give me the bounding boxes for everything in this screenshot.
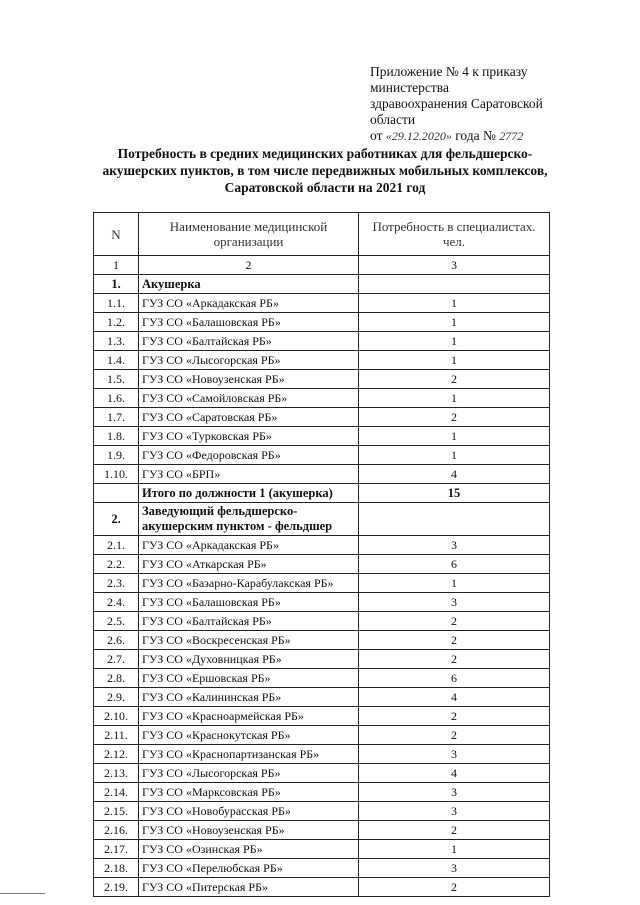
org-name: ГУЗ СО «Духовницкая РБ» (139, 650, 359, 669)
date-prefix: от (370, 128, 383, 143)
table-row (94, 669, 550, 688)
year-label: года № (455, 128, 496, 143)
handwritten-date: «29.12.2020» (385, 129, 452, 143)
index-cell: 2 (139, 256, 359, 275)
appendix-header (370, 64, 620, 144)
table-row (94, 859, 550, 878)
org-name: ГУЗ СО «Новоузенская РБ» (139, 370, 359, 389)
need-value: 6 (359, 555, 550, 574)
row-number: 1.7. (94, 408, 139, 427)
row-number: 2.7. (94, 650, 139, 669)
table-row (94, 294, 550, 313)
need-value: 3 (359, 536, 550, 555)
need-value: 6 (359, 669, 550, 688)
org-name: ГУЗ СО «Марксовская РБ» (139, 783, 359, 802)
need-value: 4 (359, 465, 550, 484)
row-number: 2.1. (94, 536, 139, 555)
row-number: 2.9. (94, 688, 139, 707)
section-blank (359, 503, 550, 536)
table-row (94, 764, 550, 783)
table-row (94, 688, 550, 707)
needs-table (93, 212, 550, 897)
table-row (94, 555, 550, 574)
need-value: 2 (359, 408, 550, 427)
table-row (94, 650, 550, 669)
row-number: 2.2. (94, 555, 139, 574)
table-row (94, 840, 550, 859)
total-row (94, 484, 550, 503)
row-number: 2.18. (94, 859, 139, 878)
row-number: 1.6. (94, 389, 139, 408)
header-cell: N (94, 213, 139, 256)
need-value: 1 (359, 389, 550, 408)
row-number: 2.17. (94, 840, 139, 859)
org-name: ГУЗ СО «Новоузенская РБ» (139, 821, 359, 840)
org-name: ГУЗ СО «Лысогорская РБ» (139, 351, 359, 370)
table-row (94, 536, 550, 555)
section-name: Акушерка (139, 275, 359, 294)
need-value: 4 (359, 764, 550, 783)
title-line: Потребность в средних медицинских работниках для фельдшерско- (117, 146, 533, 161)
org-name: ГУЗ СО «Воскресенская РБ» (139, 631, 359, 650)
need-value: 2 (359, 631, 550, 650)
row-number: 2.3. (94, 574, 139, 593)
need-value: 3 (359, 593, 550, 612)
table-row (94, 389, 550, 408)
need-value: 2 (359, 726, 550, 745)
table-row (94, 427, 550, 446)
row-number: 2.15. (94, 802, 139, 821)
page-edge-line (0, 893, 45, 894)
table-header-row (94, 213, 550, 256)
table-row (94, 878, 550, 897)
handwritten-number: 2772 (499, 129, 524, 143)
org-name: ГУЗ СО «Краснопартизанская РБ» (139, 745, 359, 764)
table-row (94, 612, 550, 631)
table-body (94, 275, 550, 897)
row-number: 2.16. (94, 821, 139, 840)
row-number: 1.9. (94, 446, 139, 465)
need-value: 3 (359, 802, 550, 821)
org-name: ГУЗ СО «Красноармейская РБ» (139, 707, 359, 726)
org-name: ГУЗ СО «Аркадакская РБ» (139, 536, 359, 555)
appendix-line: области (370, 112, 416, 127)
org-name: ГУЗ СО «Ершовская РБ» (139, 669, 359, 688)
org-name: ГУЗ СО «Балашовская РБ» (139, 313, 359, 332)
row-number: 2.10. (94, 707, 139, 726)
table-row (94, 631, 550, 650)
org-name: ГУЗ СО «Питерская РБ» (139, 878, 359, 897)
table-row (94, 370, 550, 389)
org-name: ГУЗ СО «Озинская РБ» (139, 840, 359, 859)
need-value: 1 (359, 840, 550, 859)
appendix-line: министерства (370, 80, 449, 95)
table-row (94, 313, 550, 332)
org-name: ГУЗ СО «Балтайская РБ» (139, 612, 359, 631)
table-row (94, 465, 550, 484)
title-line: акушерских пунктов, в том числе передвижных мобильных комплексов, (102, 163, 548, 178)
row-number: 2.14. (94, 783, 139, 802)
need-value: 2 (359, 878, 550, 897)
row-number: 2.13. (94, 764, 139, 783)
need-value: 2 (359, 370, 550, 389)
row-number: 2.8. (94, 669, 139, 688)
need-value: 1 (359, 351, 550, 370)
table-row (94, 593, 550, 612)
total-label: Итого по должности 1 (акушерка) (139, 484, 359, 503)
row-number: 2.6. (94, 631, 139, 650)
header-cell: Наименование медицинской организации (139, 213, 359, 256)
document-title (90, 145, 560, 196)
need-value: 1 (359, 446, 550, 465)
table-row (94, 332, 550, 351)
table-row (94, 351, 550, 370)
table-row (94, 745, 550, 764)
section-number: 1. (94, 275, 139, 294)
need-value: 1 (359, 313, 550, 332)
appendix-line: здравоохранения Саратовской (370, 96, 543, 111)
table-row (94, 821, 550, 840)
table-row (94, 802, 550, 821)
row-number: 2.5. (94, 612, 139, 631)
org-name: ГУЗ СО «Аркадакская РБ» (139, 294, 359, 313)
row-number: 2.19. (94, 878, 139, 897)
org-name: ГУЗ СО «Балтайская РБ» (139, 332, 359, 351)
need-value: 3 (359, 859, 550, 878)
need-value: 2 (359, 612, 550, 631)
org-name: ГУЗ СО «Самойловская РБ» (139, 389, 359, 408)
org-name: ГУЗ СО «Саратовская РБ» (139, 408, 359, 427)
need-value: 1 (359, 294, 550, 313)
total-value: 15 (359, 484, 550, 503)
org-name: ГУЗ СО «Базарно-Карабулакская РБ» (139, 574, 359, 593)
table-row (94, 726, 550, 745)
title-line: Саратовской области на 2021 год (224, 180, 426, 195)
org-name: ГУЗ СО «Балашовская РБ» (139, 593, 359, 612)
row-number: 1.4. (94, 351, 139, 370)
row-number: 1.2. (94, 313, 139, 332)
need-value: 4 (359, 688, 550, 707)
org-name: ГУЗ СО «Аткарская РБ» (139, 555, 359, 574)
need-value: 1 (359, 574, 550, 593)
section-name: Заведующий фельдшерско-акушерским пунктом - фельдшер (139, 503, 359, 536)
section-row (94, 275, 550, 294)
org-name: ГУЗ СО «Краснокутская РБ» (139, 726, 359, 745)
need-value: 2 (359, 650, 550, 669)
section-blank (359, 275, 550, 294)
table-row (94, 783, 550, 802)
org-name: ГУЗ СО «Калининская РБ» (139, 688, 359, 707)
need-value: 3 (359, 783, 550, 802)
need-value: 3 (359, 745, 550, 764)
org-name: ГУЗ СО «Турковская РБ» (139, 427, 359, 446)
row-number: 1.8. (94, 427, 139, 446)
table-row (94, 574, 550, 593)
row-number: 1.3. (94, 332, 139, 351)
need-value: 1 (359, 332, 550, 351)
row-number: 1.1. (94, 294, 139, 313)
total-blank (94, 484, 139, 503)
org-name: ГУЗ СО «БРП» (139, 465, 359, 484)
appendix-line: Приложение № 4 к приказу (370, 64, 528, 79)
row-number: 1.5. (94, 370, 139, 389)
need-value: 2 (359, 821, 550, 840)
section-number: 2. (94, 503, 139, 536)
org-name: ГУЗ СО «Федоровская РБ» (139, 446, 359, 465)
need-value: 1 (359, 427, 550, 446)
index-cell: 3 (359, 256, 550, 275)
table-row (94, 446, 550, 465)
table-row (94, 408, 550, 427)
row-number: 2.4. (94, 593, 139, 612)
need-value: 2 (359, 707, 550, 726)
header-cell: Потребность в специалистах. чел. (359, 213, 550, 256)
section-row (94, 503, 550, 536)
row-number: 2.12. (94, 745, 139, 764)
org-name: ГУЗ СО «Лысогорская РБ» (139, 764, 359, 783)
row-number: 2.11. (94, 726, 139, 745)
org-name: ГУЗ СО «Перелюбская РБ» (139, 859, 359, 878)
org-name: ГУЗ СО «Новобурасская РБ» (139, 802, 359, 821)
row-number: 1.10. (94, 465, 139, 484)
appendix-date-line (370, 128, 620, 144)
table-index-row (94, 256, 550, 275)
index-cell: 1 (94, 256, 139, 275)
table-row (94, 707, 550, 726)
